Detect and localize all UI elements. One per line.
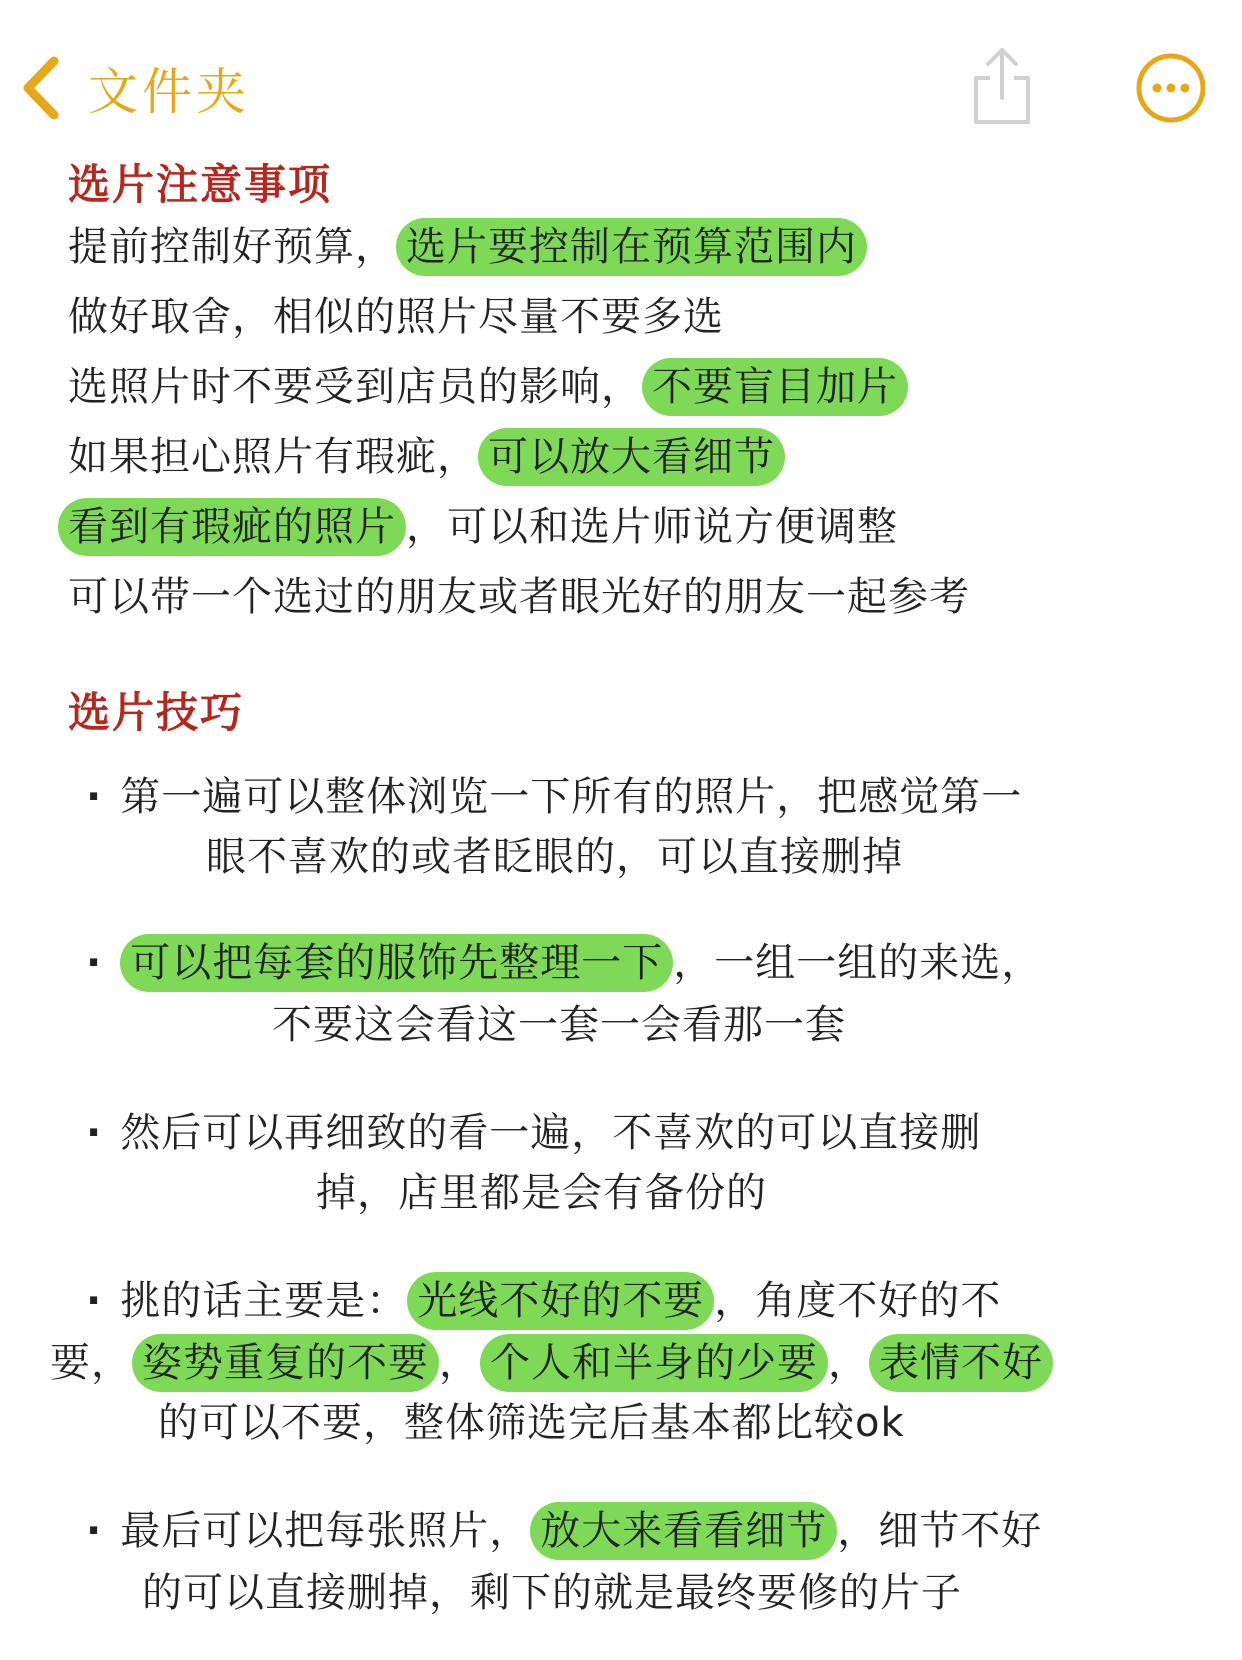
text-line: 可以带一个选过的朋友或者眼光好的朋友一起参考 <box>68 574 970 620</box>
section-title-precautions: 选片注意事项 <box>68 160 333 209</box>
text-line: 不要这会看这一套一会看那一套 <box>272 1002 846 1048</box>
section-title-tips: 选片技巧 <box>68 688 245 737</box>
text-line: 的可以直接删掉，剩下的就是最终要修的片子 <box>142 1570 962 1616</box>
chevron-left-icon <box>18 55 62 121</box>
highlighted-text: 可以放大看细节 <box>478 428 785 486</box>
list-item <box>86 1506 1042 1556</box>
text-line <box>58 502 898 552</box>
highlighted-text: 姿势重复的不要 <box>132 1334 439 1392</box>
highlighted-text: 个人和半身的少要 <box>480 1334 828 1392</box>
highlighted-text: 光线不好的不要 <box>407 1272 714 1330</box>
back-label: 文件夹 <box>88 63 250 121</box>
bullet: · <box>86 1110 103 1156</box>
text-segment: ，一组一组的来选， <box>673 940 1043 986</box>
text-line <box>68 432 785 482</box>
back-button[interactable] <box>18 48 250 128</box>
text-line: 做好取舍，相似的照片尽量不要多选 <box>68 294 724 340</box>
text-segment: 选照片时不要受到店员的影响， <box>68 364 642 410</box>
list-item <box>86 1108 981 1158</box>
text-segment: ，细节不好 <box>837 1508 1043 1554</box>
text-segment: 第一遍可以整体浏览一下所有的照片，把感觉第一 <box>120 774 1023 820</box>
bullet: · <box>86 940 103 986</box>
bullet: · <box>86 1508 103 1554</box>
text-segment: ，可以和选片师说方便调整 <box>406 504 898 550</box>
text-segment: 挑的话主要是： <box>120 1278 408 1324</box>
text-segment: 最后可以把每张照片， <box>120 1508 531 1554</box>
highlighted-text: 表情不好 <box>869 1334 1053 1392</box>
list-item <box>86 772 1022 822</box>
navigation-bar <box>0 0 1242 150</box>
more-icon[interactable] <box>1135 52 1207 124</box>
text-segment: ， <box>828 1340 869 1386</box>
text-line <box>68 222 867 272</box>
text-line: 掉，店里都是会有备份的 <box>316 1170 767 1216</box>
highlighted-text: 放大来看看细节 <box>530 1502 837 1560</box>
text-segment: ， <box>439 1340 480 1386</box>
text-segment: 提前控制好预算， <box>68 224 396 270</box>
text-line: 的可以不要，整体筛选完后基本都比较ok <box>158 1400 905 1446</box>
bullet: · <box>86 1278 103 1324</box>
bullet: · <box>86 774 103 820</box>
share-icon[interactable] <box>968 44 1036 128</box>
highlighted-text: 可以把每套的服饰先整理一下 <box>120 934 673 992</box>
text-segment: 如果担心照片有瑕疵， <box>68 434 478 480</box>
highlighted-text: 看到有瑕疵的照片 <box>58 498 406 556</box>
text-line: 眼不喜欢的或者眨眼的，可以直接删掉 <box>206 834 903 880</box>
highlighted-text: 不要盲目加片 <box>642 358 908 416</box>
text-line <box>50 1338 1053 1388</box>
highlighted-text: 选片要控制在预算范围内 <box>396 218 867 276</box>
text-segment: ，角度不好的不 <box>714 1278 1002 1324</box>
list-item <box>86 938 1042 988</box>
text-segment: 要， <box>50 1340 132 1386</box>
text-line <box>68 362 908 412</box>
text-segment: 然后可以再细致的看一遍，不喜欢的可以直接删 <box>120 1110 982 1156</box>
list-item <box>86 1276 1001 1326</box>
